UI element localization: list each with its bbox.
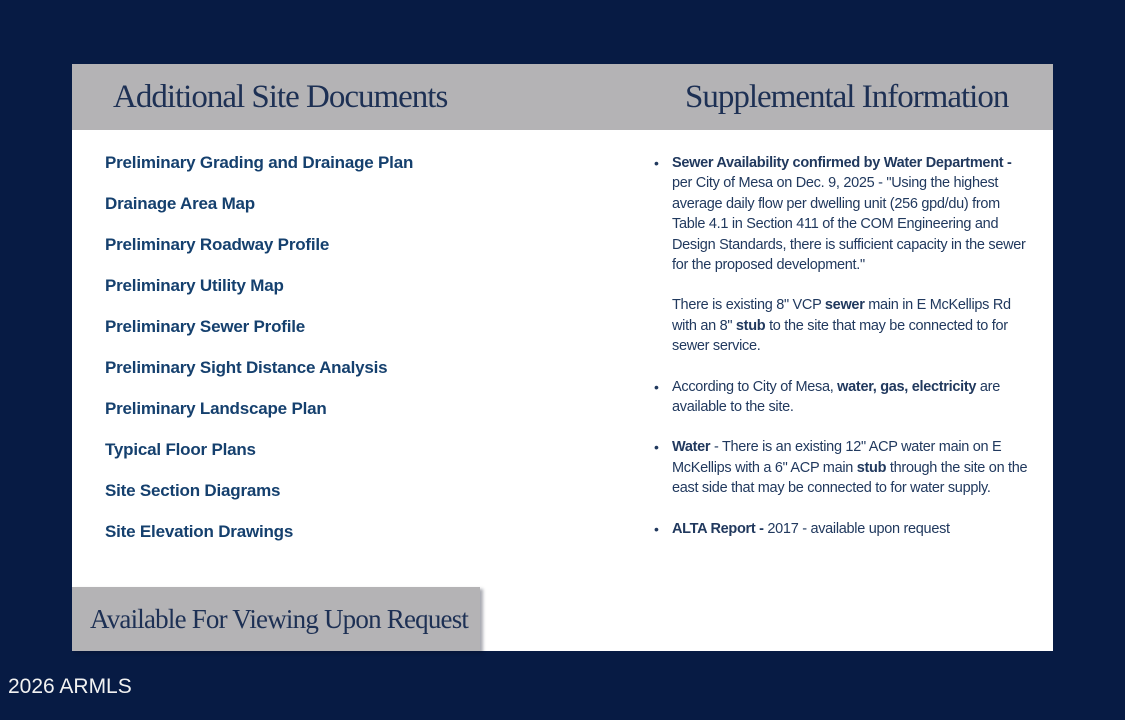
bullet-icon: • [654,155,659,171]
bullet-paragraph: Water - There is an existing 12" ACP water main on E McKellips with a 6" ACP main stub through the site on the east side that may be connected to for water supply. [672,439,1028,497]
document-list-item: Site Elevation Drawings [105,522,294,541]
bullet-paragraph: ALTA Report - 2017 - available upon request [672,520,950,537]
bullet-icon: • [654,378,659,395]
document-list [105,152,413,562]
left-section-title: Additional Site Documents [113,79,448,115]
document-list-item: Drainage Area Map [105,194,255,213]
bullet-item [648,519,1030,539]
bullet-paragraph: According to City of Mesa, water, gas, electricity are available to the site. [672,378,1000,416]
document-list-item: Typical Floor Plans [105,440,256,459]
bullet-paragraph: Sewer Availability confirmed by Water Department - per City of Mesa on Dec. 9, 2025 - "Using the highest average daily flow per dwelling unit (256 gpd/du) from Table 4.1 in Section 411 of the COM Engineering and Design Standards, there is sufficient capacity in the sewer for the proposed development." [672,155,1026,274]
document-list-item: Preliminary Landscape Plan [105,399,327,418]
watermark: 2026 ARMLS [8,675,132,698]
document-list-item: Preliminary Roadway Profile [105,235,330,254]
document-list-item: Site Section Diagrams [105,481,281,500]
footer-title: Available For Viewing Upon Request [90,604,469,634]
section-header-bar [72,64,1053,130]
document-list-item: Preliminary Sight Distance Analysis [105,358,388,377]
bullet-paragraph: There is existing 8" VCP sewer main in E McKellips Rd with an 8" stub to the site that may be connected to for sewer service. [672,297,1011,355]
footer-bar [72,587,480,651]
document-list-item: Preliminary Utility Map [105,276,284,295]
document-list-item: Preliminary Grading and Drainage Plan [105,153,414,172]
bullet-item [648,377,1030,418]
bullet-item [648,437,1030,498]
bullet-icon: • [654,520,659,537]
bullet-icon: • [654,439,659,456]
content-panel [72,64,1053,651]
bullet-item [648,153,1030,357]
right-section-title: Supplemental Information [685,79,1009,115]
supplemental-bullets [648,153,1030,559]
document-list-item: Preliminary Sewer Profile [105,317,306,336]
